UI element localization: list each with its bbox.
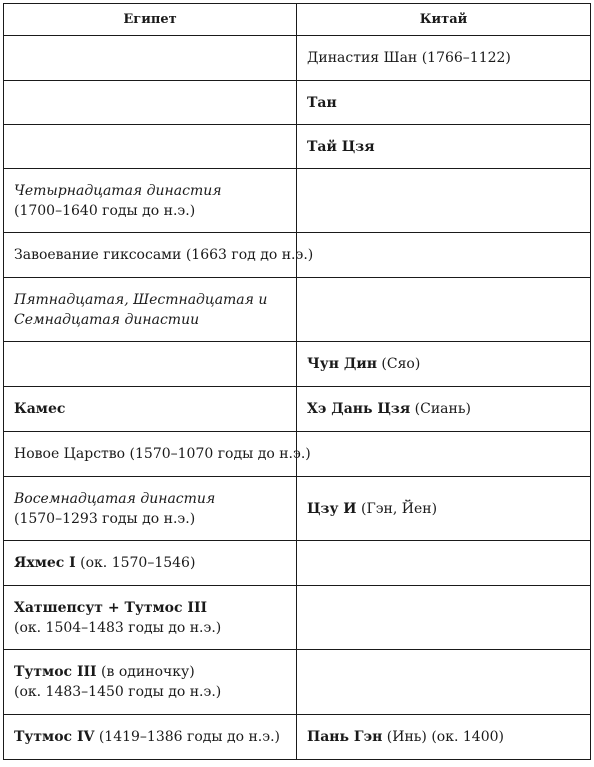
cell-line bbox=[14, 509, 288, 529]
table-cell-china bbox=[297, 233, 591, 278]
table-cell-china bbox=[297, 125, 591, 169]
table-row bbox=[4, 432, 591, 477]
cell-text: (ок. 1504–1483 годы до н.э.) bbox=[14, 619, 222, 636]
table-cell-egypt bbox=[4, 650, 297, 715]
cell-text: (Сиань) bbox=[410, 401, 471, 417]
cell-line bbox=[307, 499, 582, 519]
table-cell-china bbox=[297, 586, 591, 650]
table-row bbox=[4, 233, 591, 278]
table-row bbox=[4, 387, 591, 432]
cell-line bbox=[14, 310, 288, 330]
table-row bbox=[4, 715, 591, 760]
table-cell-china bbox=[297, 81, 591, 125]
cell-text: (ок. 1570–1546) bbox=[75, 555, 196, 571]
cell-line bbox=[14, 489, 288, 509]
table-row bbox=[4, 342, 591, 387]
chronology-table bbox=[3, 3, 591, 760]
cell-text: Завоевание гиксосами (1663 год до н.э.) bbox=[14, 247, 314, 263]
cell-text: Хэ Дань Цзя bbox=[307, 401, 411, 417]
table-row bbox=[4, 541, 591, 586]
table-cell-china bbox=[297, 432, 591, 477]
cell-text: Пятнадцатая, Шестнадцатая и bbox=[14, 291, 268, 308]
table-row bbox=[4, 586, 591, 650]
cell-text: Тутмос III bbox=[14, 664, 97, 680]
cell-text: Четырнадцатая династия bbox=[14, 182, 222, 199]
header-row bbox=[4, 4, 591, 36]
cell-line bbox=[14, 399, 288, 419]
cell-line bbox=[14, 181, 288, 201]
table-cell-egypt bbox=[4, 169, 297, 233]
header-china: Китай bbox=[297, 4, 591, 36]
table-cell-china bbox=[297, 715, 591, 760]
table-cell-china bbox=[297, 342, 591, 387]
cell-text: (1419–1386 годы до н.э.) bbox=[94, 729, 281, 745]
cell-text: (Сяо) bbox=[376, 356, 421, 372]
cell-line bbox=[14, 201, 288, 221]
cell-line bbox=[14, 553, 288, 573]
table-row bbox=[4, 278, 591, 342]
cell-line bbox=[14, 245, 314, 265]
table-cell-china bbox=[297, 477, 591, 541]
table-cell-egypt bbox=[4, 715, 297, 760]
cell-line bbox=[14, 662, 288, 682]
cell-text: Цзу И bbox=[307, 500, 357, 517]
cell-line bbox=[14, 618, 288, 638]
cell-text: Камес bbox=[14, 401, 66, 417]
cell-line bbox=[307, 399, 582, 419]
table-cell-china bbox=[297, 36, 591, 81]
table-row bbox=[4, 650, 591, 715]
table-row bbox=[4, 81, 591, 125]
table-cell-egypt bbox=[4, 36, 297, 81]
table-cell-egypt bbox=[4, 477, 297, 541]
cell-text: (Гэн, Йен) bbox=[356, 500, 438, 517]
table-cell-egypt bbox=[4, 387, 297, 432]
table-cell-china bbox=[297, 169, 591, 233]
table-cell-china bbox=[297, 650, 591, 715]
cell-text: Хатшепсут + Тутмос III bbox=[14, 599, 208, 616]
cell-line bbox=[14, 682, 288, 702]
cell-text: Новое Царство (1570–1070 годы до н.э.) bbox=[14, 446, 311, 462]
table-row bbox=[4, 125, 591, 169]
table-row bbox=[4, 477, 591, 541]
table-row bbox=[4, 169, 591, 233]
cell-line bbox=[14, 444, 311, 464]
table-cell-egypt bbox=[4, 342, 297, 387]
cell-text: Восемнадцатая династия bbox=[14, 490, 216, 507]
cell-line bbox=[307, 137, 582, 157]
cell-text: (1570–1293 годы до н.э.) bbox=[14, 510, 196, 527]
cell-text: (Инь) (ок. 1400) bbox=[382, 729, 504, 745]
cell-line bbox=[307, 93, 582, 113]
cell-text: (ок. 1483–1450 годы до н.э.) bbox=[14, 684, 222, 700]
table-cell-china bbox=[297, 387, 591, 432]
table-body bbox=[4, 36, 591, 760]
cell-line bbox=[307, 354, 582, 374]
cell-text: Династия Шан (1766–1122) bbox=[307, 50, 511, 66]
cell-text: (1700–1640 годы до н.э.) bbox=[14, 202, 196, 219]
cell-line bbox=[14, 290, 288, 310]
header-egypt: Египет bbox=[4, 4, 297, 36]
cell-line bbox=[14, 727, 288, 747]
cell-line bbox=[307, 48, 582, 68]
cell-text: (в одиночку) bbox=[96, 664, 195, 680]
cell-text: Тутмос IV bbox=[14, 729, 95, 745]
table-cell-egypt bbox=[4, 541, 297, 586]
table-cell-china bbox=[297, 278, 591, 342]
table-cell-egypt bbox=[4, 81, 297, 125]
table-cell-egypt bbox=[4, 278, 297, 342]
cell-text: Яхмес I bbox=[14, 555, 76, 571]
table-cell-egypt bbox=[4, 586, 297, 650]
table-cell-egypt bbox=[4, 233, 314, 278]
cell-text: Тан bbox=[307, 94, 337, 111]
cell-text: Тай Цзя bbox=[307, 138, 375, 155]
cell-line bbox=[14, 598, 288, 618]
table-cell-egypt bbox=[4, 432, 311, 477]
table-cell-china bbox=[297, 541, 591, 586]
cell-line bbox=[307, 727, 582, 747]
cell-text: Семнадцатая династии bbox=[14, 311, 200, 328]
table-row bbox=[4, 36, 591, 81]
cell-text: Чун Дин bbox=[307, 356, 377, 372]
cell-text: Пань Гэн bbox=[307, 729, 383, 745]
table-cell-egypt bbox=[4, 125, 297, 169]
